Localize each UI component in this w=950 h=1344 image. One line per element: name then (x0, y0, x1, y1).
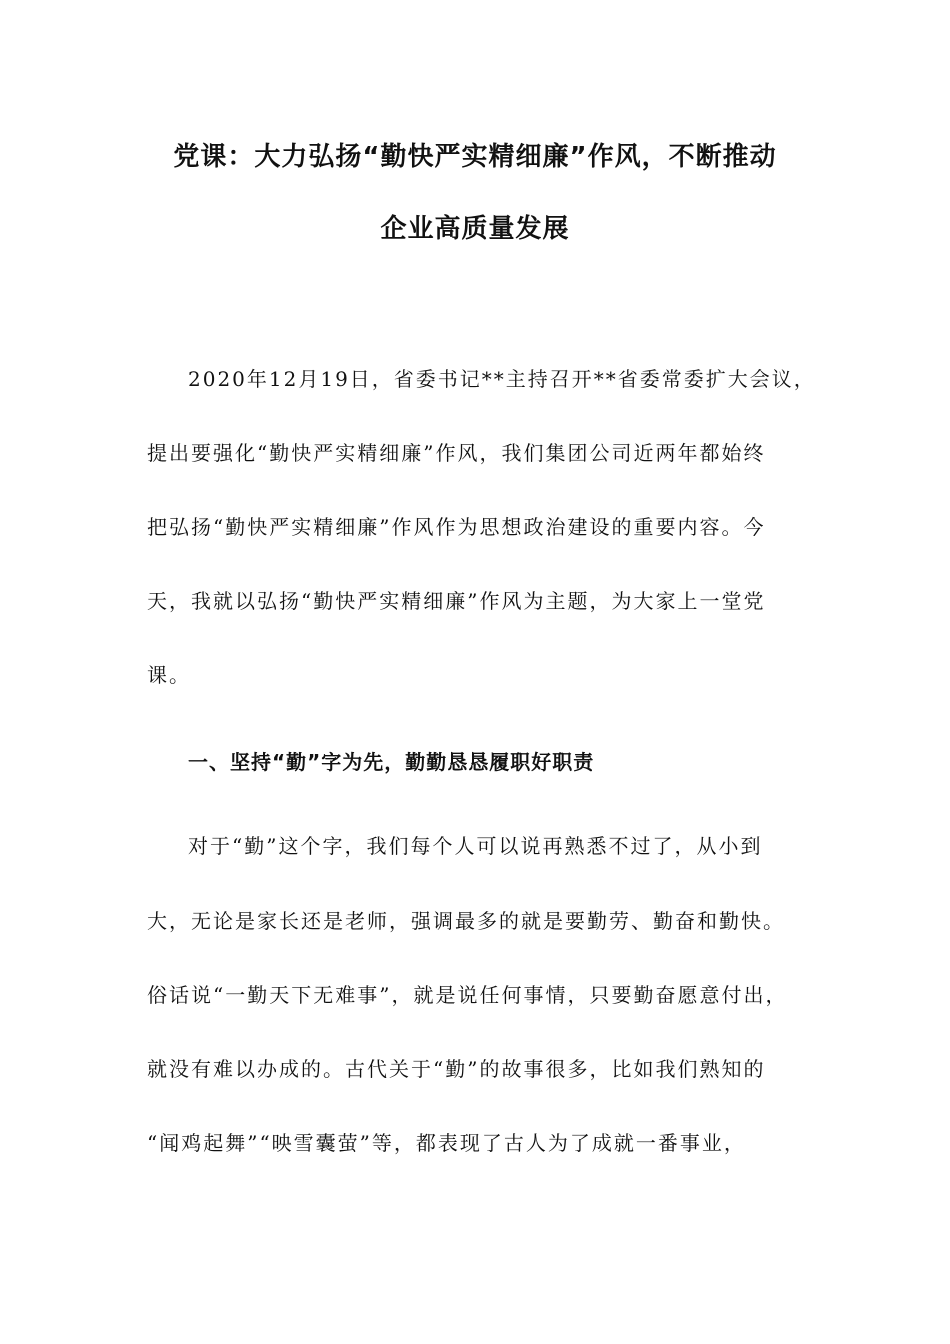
section-heading: 一、坚持“勤”字为先，勤勤恳恳履职好职责 (188, 750, 595, 774)
paragraph-line: 2020年12月19日，省委书记**主持召开**省委常委扩大会议， (188, 367, 816, 391)
paragraph-line: “闻鸡起舞”“映雪囊萤”等，都表现了古人为了成就一番事业， (147, 1131, 746, 1155)
paragraph-line: 大，无论是家长还是老师，强调最多的就是要勤劳、勤奋和勤快。 (147, 909, 785, 933)
paragraph-line: 提出要强化“勤快严实精细廉”作风，我们集团公司近两年都始终 (147, 441, 766, 465)
document-title-line-2: 企业高质量发展 (380, 214, 570, 244)
document-title-line-1: 党课：大力弘扬“勤快严实精细廉”作风，不断推动 (173, 142, 777, 172)
paragraph-line: 把弘扬“勤快严实精细廉”作风作为思想政治建设的重要内容。今 (147, 515, 766, 539)
paragraph-line: 就没有难以办成的。古代关于“勤”的故事很多，比如我们熟知的 (147, 1057, 766, 1081)
paragraph-line: 俗话说“一勤天下无难事”，就是说任何事情，只要勤奋愿意付出， (147, 983, 788, 1007)
paragraph-line: 天，我就以弘扬“勤快严实精细廉”作风为主题，为大家上一堂党 (147, 589, 766, 613)
paragraph-line: 课。 (147, 663, 191, 687)
paragraph-line: 对于“勤”这个字，我们每个人可以说再熟悉不过了，从小到 (188, 834, 763, 858)
